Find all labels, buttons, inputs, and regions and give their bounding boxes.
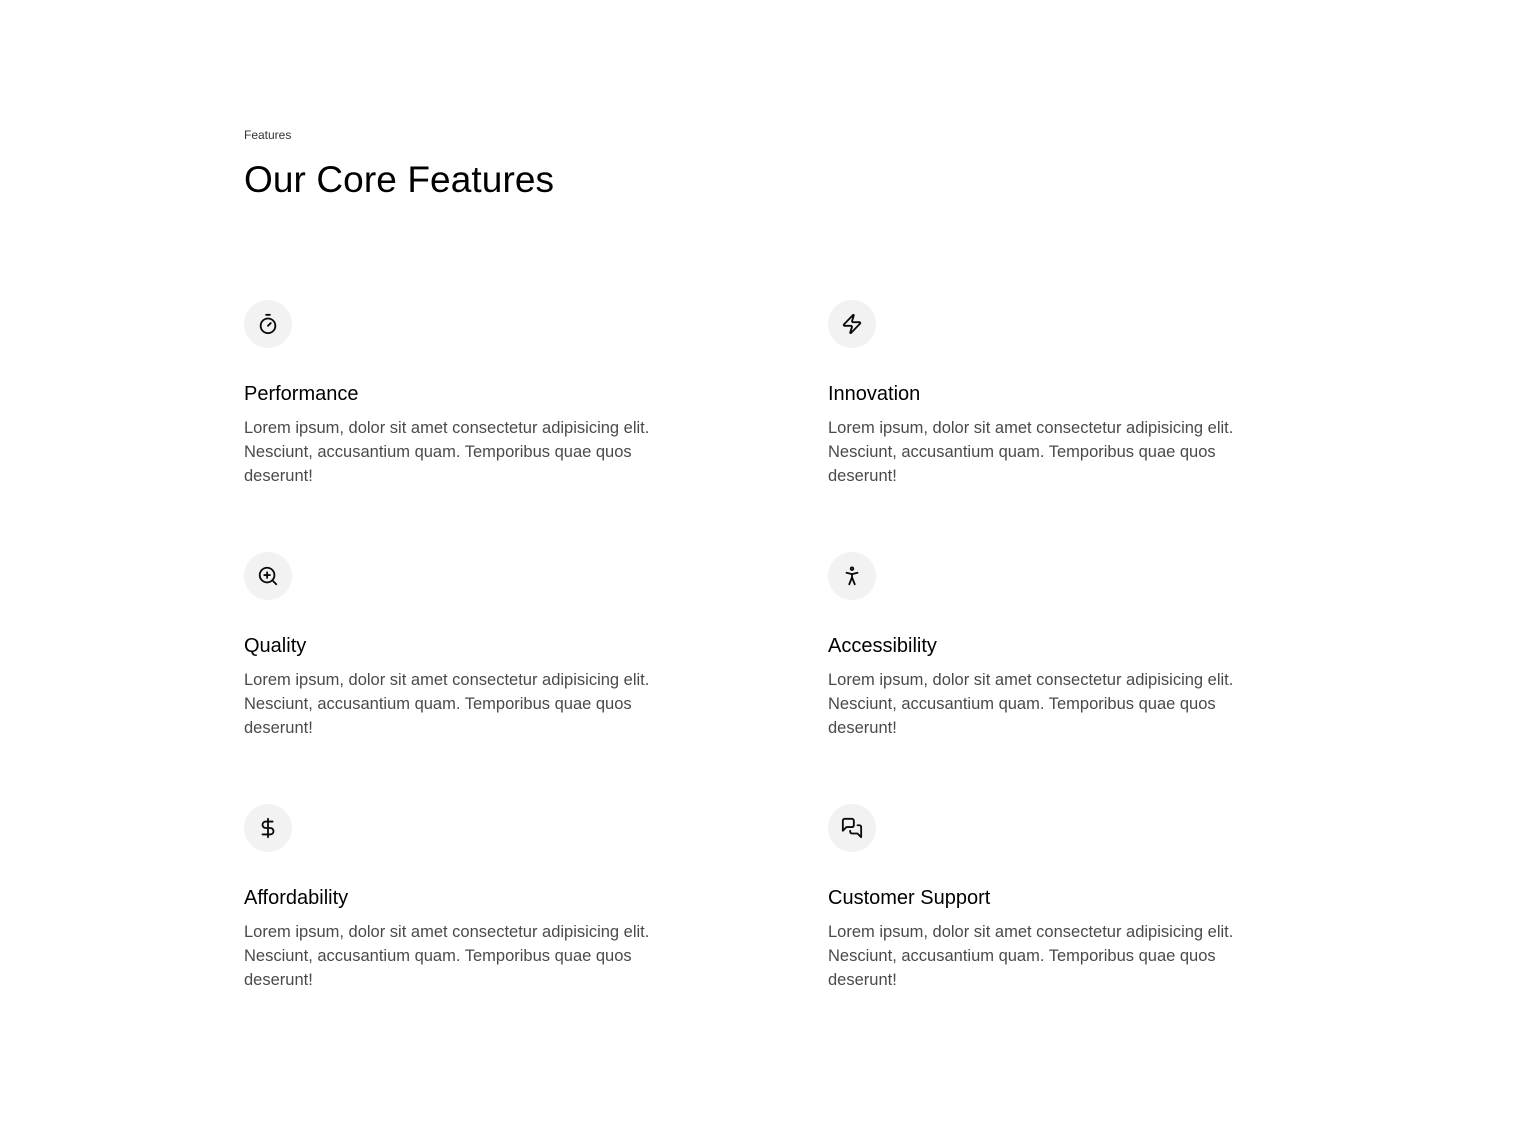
feature-description: Lorem ipsum, dolor sit amet consectetur adipisicing elit. Nesciunt, accusantium quam. Temporibus quae quos deserunt! xyxy=(244,419,650,485)
feature-title: Innovation xyxy=(828,383,921,405)
feature-title: Affordability xyxy=(244,887,349,909)
feature-card-customer-support xyxy=(828,804,1292,1056)
feature-card-innovation xyxy=(828,300,1292,552)
accessibility-icon xyxy=(828,552,876,600)
feature-description: Lorem ipsum, dolor sit amet consectetur adipisicing elit. Nesciunt, accusantium quam. Temporibus quae quos deserunt! xyxy=(244,671,650,737)
feature-description: Lorem ipsum, dolor sit amet consectetur adipisicing elit. Nesciunt, accusantium quam. Temporibus quae quos deserunt! xyxy=(828,419,1234,485)
feature-description: Lorem ipsum, dolor sit amet consectetur adipisicing elit. Nesciunt, accusantium quam. Temporibus quae quos deserunt! xyxy=(828,671,1234,737)
section-eyebrow: Features xyxy=(244,128,292,142)
feature-description: Lorem ipsum, dolor sit amet consectetur adipisicing elit. Nesciunt, accusantium quam. Temporibus quae quos deserunt! xyxy=(828,923,1234,989)
feature-card-quality xyxy=(244,552,828,804)
dollar-sign-icon xyxy=(244,804,292,852)
section-title: Our Core Features xyxy=(244,159,555,200)
feature-description: Lorem ipsum, dolor sit amet consectetur adipisicing elit. Nesciunt, accusantium quam. Temporibus quae quos deserunt! xyxy=(244,923,650,989)
timer-icon xyxy=(244,300,292,348)
zoom-in-icon xyxy=(244,552,292,600)
feature-card-performance xyxy=(244,300,828,552)
zap-icon xyxy=(828,300,876,348)
messages-icon xyxy=(828,804,876,852)
feature-title: Customer Support xyxy=(828,887,991,909)
feature-card-accessibility xyxy=(828,552,1292,804)
feature-title: Performance xyxy=(244,383,359,405)
features-grid xyxy=(244,300,1292,1056)
feature-card-affordability xyxy=(244,804,828,1056)
feature-title: Quality xyxy=(244,635,307,657)
feature-title: Accessibility xyxy=(828,635,937,657)
